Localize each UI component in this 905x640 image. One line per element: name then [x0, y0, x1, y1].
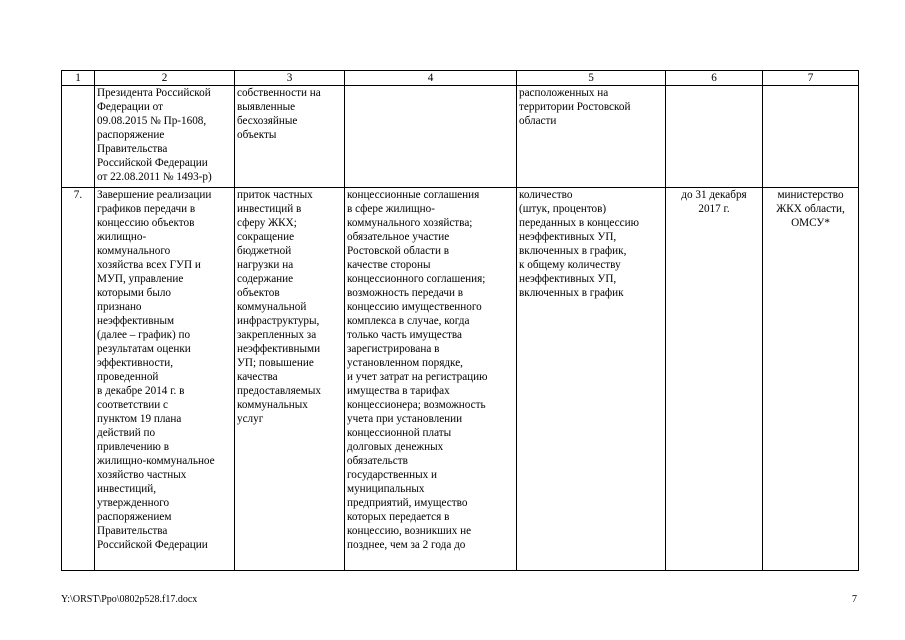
- indicator-cell: количество (штук, процентов) переданных в концессию неэффективных УП, включенных в график, к общему количеству неэффективных УП, включенных в график: [517, 188, 666, 571]
- deadline-cell: до 31 декабря 2017 г.: [666, 188, 763, 571]
- column-number-5: 5: [517, 71, 666, 86]
- responsible-cell: [763, 86, 859, 188]
- deadline-cell: [666, 86, 763, 188]
- column-number-1: 1: [62, 71, 95, 86]
- responsible-cell: министерство ЖКХ области, ОМСУ*: [763, 188, 859, 571]
- mechanism-cell: [345, 86, 517, 188]
- column-number-row: [62, 71, 859, 86]
- indicator-cell: расположенных на территории Ростовской области: [517, 86, 666, 188]
- column-number-3: 3: [235, 71, 345, 86]
- column-number-4: 4: [345, 71, 517, 86]
- row-number-cell: [62, 86, 95, 188]
- column-number-7: 7: [763, 71, 859, 86]
- result-cell: собственности на выявленные бесхозяйные объекты: [235, 86, 345, 188]
- mechanism-cell: концессионные соглашения в сфере жилищно- коммунального хозяйства; обязательное участие Ростовской области в качестве стороны концессионного соглашения; возможность передачи в концессию имущественного комплекса в случае, когда только часть имущества зарегистрирована в установленном порядке, и учет затрат на регистрацию имущества в тарифах концессионера; возможность учета при установлении концессионной платы долговых денежных обязательств государственных и муниципальных предприятий, имущество которых передается в концессию, возникших не позднее, чем за 2 года до: [345, 188, 517, 571]
- document-file-path: Y:\ORST\Ppo\0802p528.f17.docx: [61, 594, 198, 605]
- table-row: [62, 188, 859, 571]
- table-row: [62, 86, 859, 188]
- page-number: 7: [852, 594, 857, 605]
- result-cell: приток частных инвестиций в сферу ЖКХ; сокращение бюджетной нагрузки на содержание объектов коммунальной инфраструктуры, закрепленных за неэффективными УП; повышение качества предоставляемых коммунальных услуг: [235, 188, 345, 571]
- column-number-2: 2: [95, 71, 235, 86]
- row-number-cell: 7.: [62, 188, 95, 571]
- column-number-6: 6: [666, 71, 763, 86]
- measure-cell: Завершение реализации графиков передачи в концессию объектов жилищно- коммунального хозяйства всех ГУП и МУП, управление которыми было признано неэффективным (далее – график) по результатам оценки эффективности, проведенной в декабре 2014 г. в соответствии с пунктом 19 плана действий по привлечению в жилищно-коммунальное хозяйство частных инвестиций, утвержденного распоряжением Правительства Российской Федерации: [95, 188, 235, 571]
- measure-cell: Президента Российской Федерации от 09.08.2015 № Пр-1608, распоряжение Правительства Российской Федерации от 22.08.2011 № 1493-р): [95, 86, 235, 188]
- measures-table: [61, 70, 859, 571]
